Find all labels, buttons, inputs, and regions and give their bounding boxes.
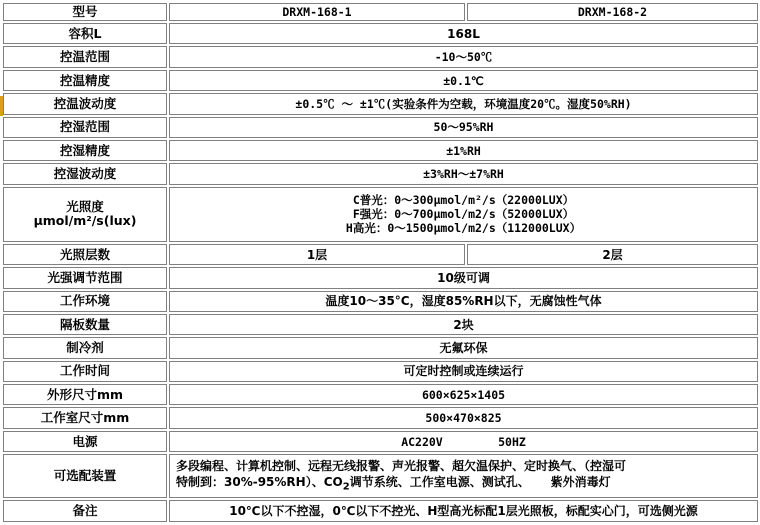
table-row: [3, 454, 758, 498]
table-row: [3, 163, 758, 184]
table-row: [3, 117, 758, 138]
row-value: AC220V 50HZ: [169, 431, 758, 452]
table-row: [3, 337, 758, 358]
illuminance-label-line: 光照度: [66, 199, 104, 215]
row-label: 隔板数量: [3, 314, 167, 335]
model-2: DRXM-168-2: [467, 3, 758, 21]
row-label: 工作室尺寸mm: [3, 407, 167, 428]
layers-1: 1层: [169, 244, 465, 265]
row-value: ±0.1℃: [169, 70, 758, 91]
row-value: 10级可调: [169, 267, 758, 288]
row-value: 600×625×1405: [169, 384, 758, 405]
row-label: 外形尺寸mm: [3, 384, 167, 405]
row-label: 电源: [3, 431, 167, 452]
row-label: 工作时间: [3, 361, 167, 382]
table-row: [3, 500, 758, 522]
optional-line-2: [176, 474, 751, 495]
table-row: [3, 431, 758, 452]
row-value: 168L: [169, 23, 758, 44]
row-label: 光照层数: [3, 244, 167, 265]
table-row: [3, 46, 758, 67]
row-value: 10℃以下不控湿，0℃以下不控光、H型高光标配1层光照板，标配实心门，可选侧光源: [169, 500, 758, 522]
illuminance-line-f: F强光：0～700μmol/m2/s（52000LUX）: [352, 207, 575, 222]
table-row: [3, 3, 758, 21]
co2-subscript: 2: [342, 480, 350, 492]
row-label: 控温范围: [3, 46, 167, 67]
row-value: 温度10～35°C，湿度85%RH以下，无腐蚀性气体: [169, 291, 758, 312]
optional-line-2-b: 调节系统、工作室电源、测试孔、 紫外消毒灯: [349, 474, 611, 489]
table-row: [3, 291, 758, 312]
optional-line-1: 多段编程、计算机控制、远程无线报警、声光报警、超欠温保护、定时换气、（控湿可: [176, 458, 627, 473]
model-1: DRXM-168-1: [169, 3, 465, 21]
row-label: 光强调节范围: [3, 267, 167, 288]
table-row: [3, 244, 758, 265]
table-row: [3, 187, 758, 243]
table-row: [3, 361, 758, 382]
table-row: [3, 140, 758, 161]
row-label: 控温精度: [3, 70, 167, 91]
row-label: 制冷剂: [3, 337, 167, 358]
layers-2: 2层: [467, 244, 758, 265]
row-value: 50～95%RH: [169, 117, 758, 138]
table-row: [3, 407, 758, 428]
row-label: 容积L: [3, 23, 167, 44]
optional-line-2-a: 特制到：30%-95%RH）、CO: [176, 474, 343, 489]
illuminance-values: [169, 187, 758, 243]
row-label: 型号: [3, 3, 167, 21]
row-label: 工作环境: [3, 291, 167, 312]
table-row: [3, 93, 758, 114]
illuminance-line-c: C普光：0～300μmol/m²/s（22000LUX）: [352, 193, 575, 208]
illuminance-unit-line: μmol/m²/s(lux): [33, 213, 137, 229]
row-value: 2块: [169, 314, 758, 335]
illuminance-line-h: H高光：0～1500μmol/m2/s（112000LUX）: [345, 221, 582, 236]
row-value: ±1%RH: [169, 140, 758, 161]
table-row: [3, 70, 758, 91]
row-value: ±0.5℃ ～ ±1℃(实验条件为空载，环境温度20℃。湿度50%RH): [169, 93, 758, 114]
table-row: [3, 314, 758, 335]
row-label: 可选配装置: [3, 454, 167, 498]
row-value: -10～50℃: [169, 46, 758, 67]
row-label: 控湿范围: [3, 117, 167, 138]
spec-table: [1, 1, 760, 524]
row-value: 无氟环保: [169, 337, 758, 358]
table-row: [3, 384, 758, 405]
table-row: [3, 267, 758, 288]
row-value: 可定时控制或连续运行: [169, 361, 758, 382]
row-label: 控湿波动度: [3, 163, 167, 184]
row-value: ±3%RH～±7%RH: [169, 163, 758, 184]
table-row: [3, 23, 758, 44]
row-label: 控湿精度: [3, 140, 167, 161]
row-value: 500×470×825: [169, 407, 758, 428]
row-label: 控温波动度: [3, 93, 167, 114]
optional-devices-value: [169, 454, 758, 498]
row-label: [3, 187, 167, 243]
row-label: 备注: [3, 500, 167, 522]
